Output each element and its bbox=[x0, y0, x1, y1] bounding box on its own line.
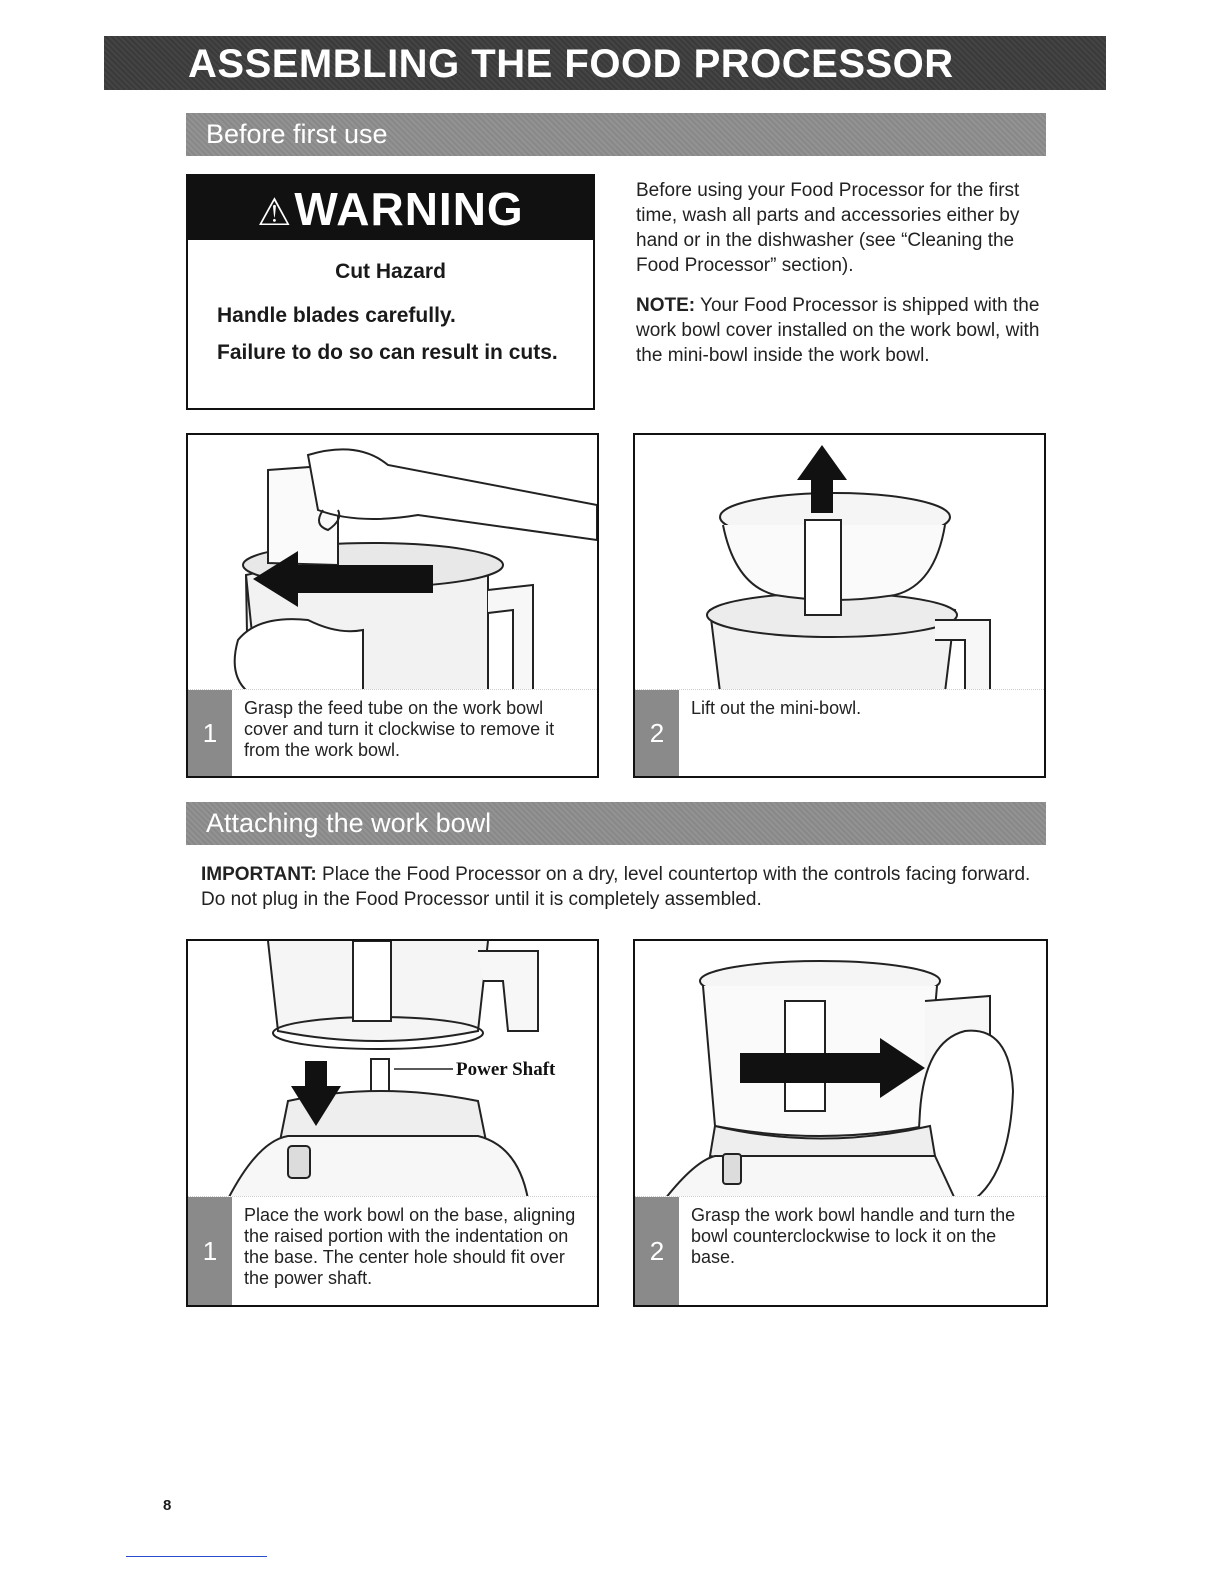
illustration-remove-cover bbox=[188, 435, 597, 692]
section-heading-before-first-use: Before first use bbox=[186, 113, 1046, 156]
warning-line-1: Handle blades carefully. bbox=[217, 304, 456, 327]
illustration-lock-bowl bbox=[635, 941, 1046, 1199]
step-caption: Grasp the feed tube on the work bowl cover and turn it clockwise to remove it from the work bowl. bbox=[244, 698, 555, 760]
warning-triangle-icon: ⚠ bbox=[257, 192, 293, 234]
step-number-badge: 1 bbox=[188, 690, 232, 776]
step-number-badge: 2 bbox=[635, 1197, 679, 1305]
step-caption-bar bbox=[635, 1196, 1046, 1305]
warning-title: Cut Hazard bbox=[335, 260, 446, 283]
intro-paragraph: Before using your Food Processor for the first time, wash all parts and accessories either by hand or in the dishwasher (see “Cleaning the Food Processor” section). bbox=[636, 180, 1020, 276]
note-text: Your Food Processor is shipped with the work bowl cover installed on the work bowl, with the mini-bowl inside the work bowl. bbox=[636, 295, 1040, 366]
figure-panel-lock-bowl bbox=[633, 939, 1048, 1307]
step-caption: Grasp the work bowl handle and turn the bowl counterclockwise to lock it on the base. bbox=[691, 1205, 1016, 1267]
step-caption: Lift out the mini-bowl. bbox=[691, 698, 862, 718]
important-paragraph bbox=[201, 862, 1031, 912]
note-label: NOTE: bbox=[636, 295, 696, 316]
warning-box bbox=[186, 174, 595, 410]
page-number: 8 bbox=[163, 1497, 172, 1514]
step-caption-bar bbox=[635, 689, 1044, 776]
footer-rule bbox=[126, 1556, 267, 1557]
warning-header bbox=[188, 176, 593, 240]
step-number-badge: 1 bbox=[188, 1197, 232, 1305]
warning-line-2: Failure to do so can result in cuts. bbox=[217, 341, 558, 364]
figure-panel-remove-cover bbox=[186, 433, 599, 778]
important-label: IMPORTANT: bbox=[201, 864, 317, 885]
illustration-lift-mini-bowl bbox=[635, 435, 1044, 692]
section-heading-attaching-work-bowl: Attaching the work bowl bbox=[186, 802, 1046, 845]
figure-panel-lift-mini-bowl bbox=[633, 433, 1046, 778]
step-number-badge: 2 bbox=[635, 690, 679, 776]
warning-header-text: WARNING bbox=[294, 183, 524, 235]
illustration-place-bowl bbox=[188, 941, 597, 1199]
power-shaft-label: Power Shaft bbox=[456, 1059, 556, 1080]
figure-panel-place-bowl bbox=[186, 939, 599, 1307]
step-caption-bar bbox=[188, 689, 597, 776]
step-caption-bar bbox=[188, 1196, 597, 1305]
main-heading: ASSEMBLING THE FOOD PROCESSOR bbox=[104, 36, 1106, 90]
important-text: Place the Food Processor on a dry, level countertop with the controls facing forward. Do not plug in the Food Processor until it is completely assembled. bbox=[201, 864, 1031, 910]
note-paragraph bbox=[636, 293, 1046, 368]
step-caption: Place the work bowl on the base, aligning the raised portion with the indentation on the base. The center hole should fit over the power shaft. bbox=[244, 1205, 576, 1288]
